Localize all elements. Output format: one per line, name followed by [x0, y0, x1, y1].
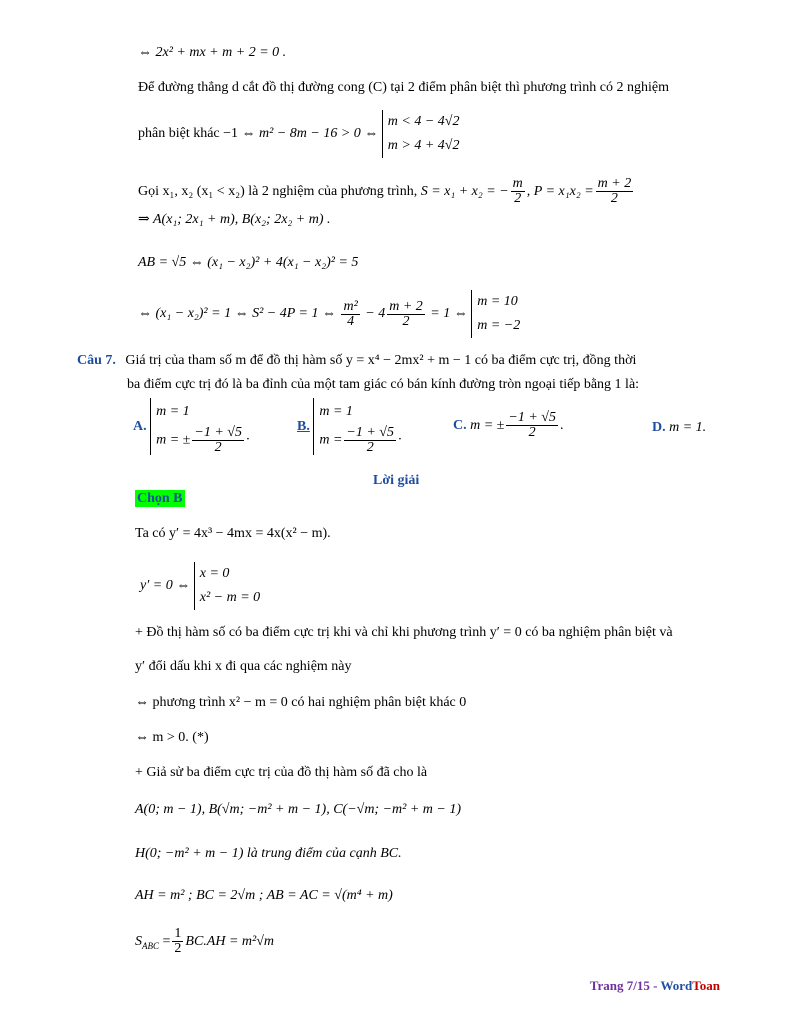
solution-title: Lời giải: [373, 473, 420, 488]
condition-1: + Đồ thị hàm số có ba điểm cực trị khi và chỉ khi phương trình y′ = 0 có ba nghiệm phân biệt và: [135, 625, 673, 640]
condition-3: ⇔ phương trình x² − m = 0 có hai nghiệm phân biệt khác 0: [135, 695, 467, 710]
area-numerator: 1: [174, 926, 182, 942]
final-system: [471, 290, 520, 338]
footer-brand-word: Word: [660, 978, 693, 993]
condition-case-1: m < 4 − 4√2: [387, 114, 460, 129]
derivative-system: [194, 562, 260, 610]
option-a-case-2: [156, 426, 249, 455]
roots-s-denominator: 2: [514, 191, 522, 207]
condition-line: [138, 110, 460, 158]
final-case-2: m = −2: [477, 318, 521, 333]
midpoint-line: H(0; −m² + m − 1) là trung điểm của cạnh BC.: [135, 846, 402, 861]
option-b-prefix: m =: [319, 433, 343, 448]
derivative-case-2: x² − m = 0: [199, 589, 261, 605]
question-line-1: [77, 352, 636, 370]
roots-line: [138, 174, 635, 210]
option-b-numerator: −1 + √5: [346, 425, 394, 441]
option-a-fraction: [192, 426, 244, 455]
condition-text: Để đường thẳng d cắt đồ thị đường cong (C) tại 2 điểm phân biệt thì phương trình có 2 nghiệm: [138, 80, 669, 95]
roots-s-fraction: [511, 177, 525, 206]
area-right: BC.AH = m²√m: [185, 934, 275, 949]
choice-badge: Chọn B: [137, 491, 183, 506]
points-abc: A(0; m − 1), B(√m; −m² + m − 1), C(−√m; −m² + m − 1): [135, 802, 462, 817]
area-left: S: [135, 934, 142, 949]
option-a-prefix: m = ±: [156, 433, 191, 448]
roots-s: S = x₁ + x₂ = −: [420, 184, 509, 199]
condition-system: [382, 110, 460, 158]
option-c[interactable]: [453, 402, 563, 450]
option-c-denominator: 2: [528, 425, 536, 441]
option-b-fraction: [344, 426, 396, 455]
option-b-case-1: m = 1: [319, 404, 353, 420]
condition-4: ⇔ m > 0. (*): [135, 730, 209, 745]
option-c-numerator: −1 + √5: [508, 410, 556, 426]
option-a-letter: A.: [133, 419, 147, 434]
final-fraction-2: [387, 300, 425, 329]
option-b-letter: B.: [297, 419, 310, 434]
condition-case-2: m > 4 + 4√2: [387, 138, 460, 153]
condition-inequality: ⇔ m² − 8m − 16 > 0 ⇔: [241, 126, 379, 142]
option-b-case-2: [319, 426, 401, 455]
final-frac1-denominator: 4: [347, 313, 355, 329]
roots-p-fraction: [596, 177, 634, 206]
final-frac1-numerator: m²: [343, 298, 358, 314]
question-label: Câu 7.: [77, 353, 116, 368]
area-line: [135, 922, 274, 962]
option-a-denominator: 2: [214, 440, 222, 456]
ab-equation: AB = √5 ⇔ (x₁ − x₂)² + 4(x₁ − x₂)² = 5: [138, 255, 359, 270]
option-a-case-1: m = 1: [156, 404, 190, 420]
question-text-2: ba điểm cực trị đó là ba đỉnh của một tam giác có bán kính đường tròn ngoại tiếp bằng 1 là:: [127, 377, 640, 392]
footer-page-label: Trang 7/15: [589, 978, 650, 993]
assume-line: + Giả sử ba điểm cực trị của đồ thị hàm số đã cho là: [135, 765, 428, 780]
final-fraction-1: [341, 300, 359, 329]
roots-p: , P = x₁x₂ =: [526, 184, 594, 199]
final-right: = 1 ⇔: [430, 306, 468, 322]
final-equation-line: [138, 290, 520, 338]
roots-s-numerator: m: [512, 176, 523, 192]
final-frac2-numerator: m + 2: [389, 298, 423, 314]
equation-line: ⇔ 2x² + mx + m + 2 = 0 .: [138, 45, 287, 60]
derivative-line: Ta có y′ = 4x³ − 4mx = 4x(x² − m).: [135, 526, 331, 541]
option-c-suffix: .: [559, 418, 564, 433]
footer-separator: -: [649, 978, 661, 993]
condition-text-2: phân biệt khác −1: [138, 126, 239, 142]
roots-text: Gọi x₁, x₂ (x₁ < x₂) là 2 nghiệm của phương trình,: [138, 184, 418, 199]
option-c-fraction: [506, 411, 558, 440]
option-b-suffix: ·: [397, 433, 402, 448]
option-c-prefix: m = ±: [470, 418, 505, 433]
option-b-system: [313, 398, 401, 455]
option-c-letter: C.: [453, 418, 467, 433]
option-a-system: [150, 398, 249, 455]
option-a-numerator: −1 + √5: [194, 425, 242, 441]
final-mid: − 4: [365, 306, 386, 322]
area-denominator: 2: [174, 941, 182, 957]
lengths-line: AH = m² ; BC = 2√m ; AB = AC = √(m⁴ + m): [135, 888, 393, 903]
area-eq: =: [162, 934, 171, 949]
option-b-denominator: 2: [366, 440, 374, 456]
option-d-letter: D.: [652, 420, 666, 435]
derivative-zero-line: [140, 560, 260, 612]
roots-p-numerator: m + 2: [597, 176, 632, 192]
derivative-case-1: x = 0: [199, 565, 230, 581]
derivative-zero: y′ = 0 ⇔: [140, 578, 191, 593]
choice-line: [135, 490, 185, 508]
option-d-text: m = 1.: [669, 420, 707, 435]
option-a-suffix: ·: [245, 433, 250, 448]
condition-2: y′ đổi dấu khi x đi qua các nghiệm này: [135, 659, 352, 674]
area-subscript: ABC: [142, 941, 159, 951]
points-line: ⇒ A(x₁; 2x₁ + m), B(x₂; 2x₂ + m) .: [138, 212, 331, 227]
question-text-1: Giá trị của tham số m để đồ thị hàm số y = x⁴ − 2mx² + m − 1 có ba điểm cực trị, đồng thời: [125, 353, 637, 368]
page-footer: [590, 978, 720, 994]
roots-p-denominator: 2: [610, 191, 618, 207]
final-frac2-denominator: 2: [402, 313, 410, 329]
option-b[interactable]: [297, 396, 401, 458]
option-a[interactable]: [133, 396, 249, 458]
final-case-1: m = 10: [477, 294, 518, 309]
footer-brand-toan: Toan: [692, 978, 720, 993]
area-fraction: [172, 927, 183, 956]
final-left: ⇔ (x₁ − x₂)² = 1 ⇔ S² − 4P = 1 ⇔: [138, 306, 336, 322]
option-d[interactable]: [652, 419, 706, 437]
